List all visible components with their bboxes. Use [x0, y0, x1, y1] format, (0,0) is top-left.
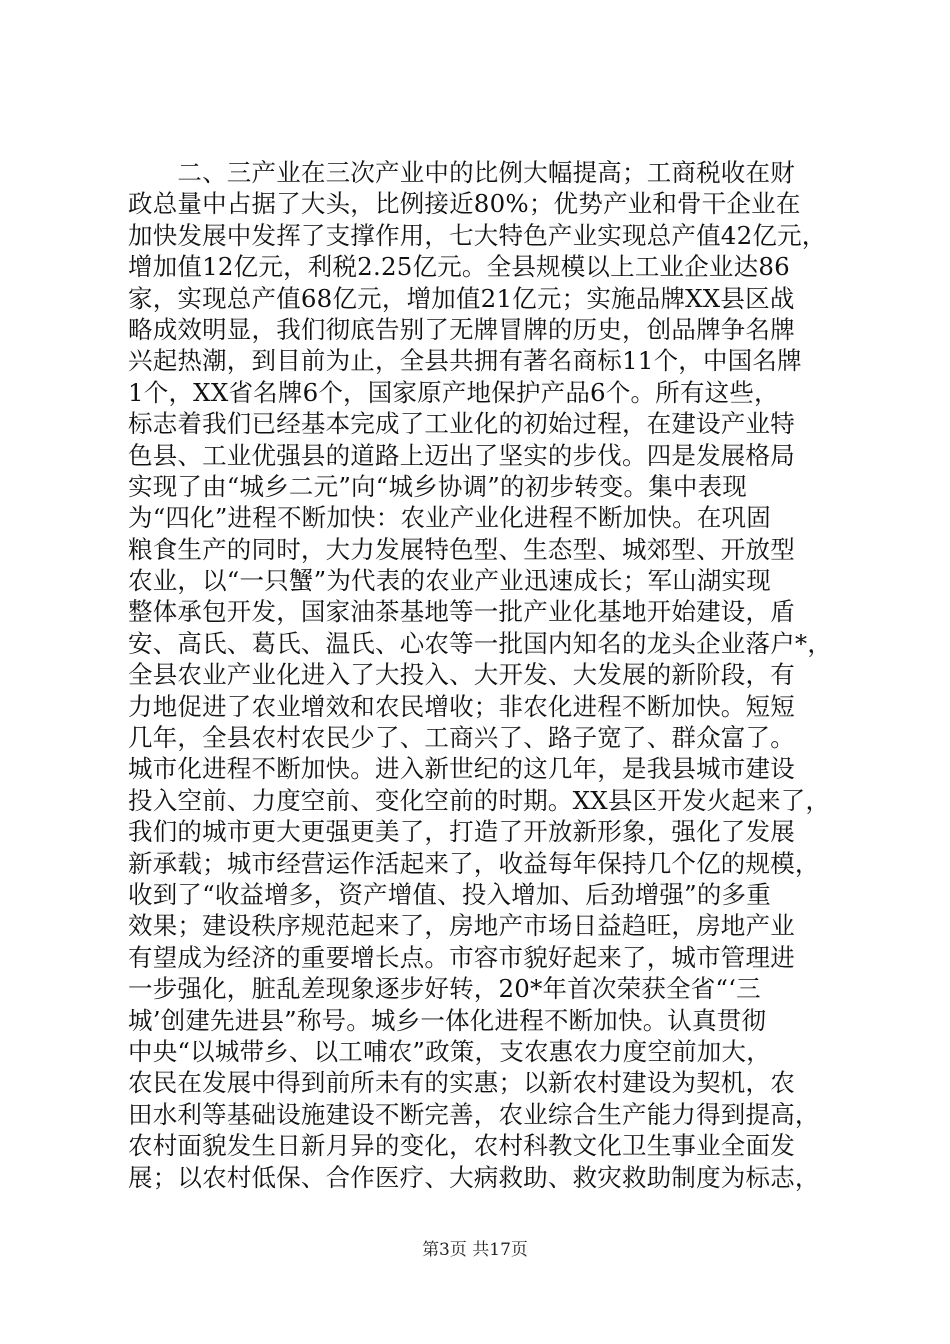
text-line: 中央“以城带乡、以工哺农”政策，支农惠农力度空前加大，: [128, 1036, 771, 1066]
text-line: 粮食生产的同时，大力发展特色型、生态型、城郊型、开放型: [128, 534, 795, 564]
text-line: 投入空前、力度空前、变化空前的时期。XX县区开发火起来了，: [128, 785, 831, 815]
text-line: 安、高氏、葛氏、温氏、心农等一批国内知名的龙头企业落户*，: [128, 628, 833, 658]
page-number-footer: 第3页 共17页: [422, 1240, 528, 1260]
text-line: 全县农业产业化进入了大投入、大开发、大发展的新阶段，有: [128, 660, 795, 690]
text-line: 整体承包开发，国家油茶基地等一批产业化基地开始建设，盾: [128, 597, 795, 627]
text-line: 加快发展中发挥了支撑作用，七大特色产业实现总产值42亿元，: [128, 220, 827, 250]
text-line: 兴起热潮，到目前为止，全县共拥有著名商标11个，中国名牌: [128, 346, 802, 376]
text-line: 色县、工业优强县的道路上迈出了坚实的步伐。四是发展格局: [128, 440, 795, 470]
text-line: 一步强化，脏乱差现象逐步好转，20*年首次荣获全省“‘三: [128, 974, 761, 1004]
text-line: 田水利等基础设施建设不断完善，农业综合生产能力得到提高，: [128, 1099, 820, 1129]
text-line: 农业，以“一只蟹”为代表的农业产业迅速成长；军山湖实现: [128, 566, 771, 596]
text-line: 二、三产业在三次产业中的比例大幅提高；工商税收在财: [128, 158, 795, 187]
text-line: 家，实现总产值68亿元，增加值21亿元；实施品牌XX县区战: [128, 283, 795, 313]
text-line: 收到了“收益增多，资产增值、投入增加、后劲增强”的多重: [128, 879, 771, 909]
text-line: 有望成为经济的重要增长点。市容市貌好起来了，城市管理进: [128, 942, 795, 972]
text-line: 我们的城市更大更强更美了，打造了开放新形象，强化了发展: [128, 817, 795, 847]
text-line: 标志着我们已经基本完成了工业化的初始过程，在建设产业特: [128, 409, 795, 439]
text-line: 1个，XX省名牌6个，国家原产地保护产品6个。所有这些，: [128, 377, 779, 407]
text-line: 城’创建先进县”称号。城乡一体化进程不断加快。认真贯彻: [128, 1005, 767, 1035]
text-line: 展；以农村低保、合作医疗、大病救助、救灾救助制度为标志，: [128, 1162, 820, 1192]
text-line: 增加值12亿元，利税2.25亿元。全县规模以上工业企业达86: [128, 252, 790, 282]
text-line: 新承载；城市经营运作活起来了，收益每年保持几个亿的规模，: [128, 848, 820, 878]
text-line: 农民在发展中得到前所未有的实惠；以新农村建设为契机，农: [128, 1068, 795, 1098]
text-line: 城市化进程不断加快。进入新世纪的这几年，是我县城市建设: [128, 754, 795, 784]
text-line: 几年，全县农村农民少了、工商兴了、路子宽了、群众富了。: [128, 723, 795, 753]
text-line: 政总量中占据了大头，比例接近80%；优势产业和骨干企业在: [128, 189, 801, 219]
text-line: 效果；建设秩序规范起来了，房地产市场日益趋旺，房地产业: [128, 911, 795, 941]
text-line: 农村面貌发生日新月异的变化，农村科教文化卫生事业全面发: [128, 1131, 795, 1161]
text-line: 为“四化”进程不断加快：农业产业化进程不断加快。在巩固: [128, 503, 771, 533]
text-line: 略成效明显，我们彻底告别了无牌冒牌的历史，创品牌争名牌: [128, 314, 795, 344]
body-text: [128, 157, 833, 1193]
text-line: 实现了由“城乡二元”向“城乡协调”的初步转变。集中表现: [128, 471, 747, 501]
text-line: 力地促进了农业增效和农民增收；非农化进程不断加快。短短: [128, 691, 795, 721]
